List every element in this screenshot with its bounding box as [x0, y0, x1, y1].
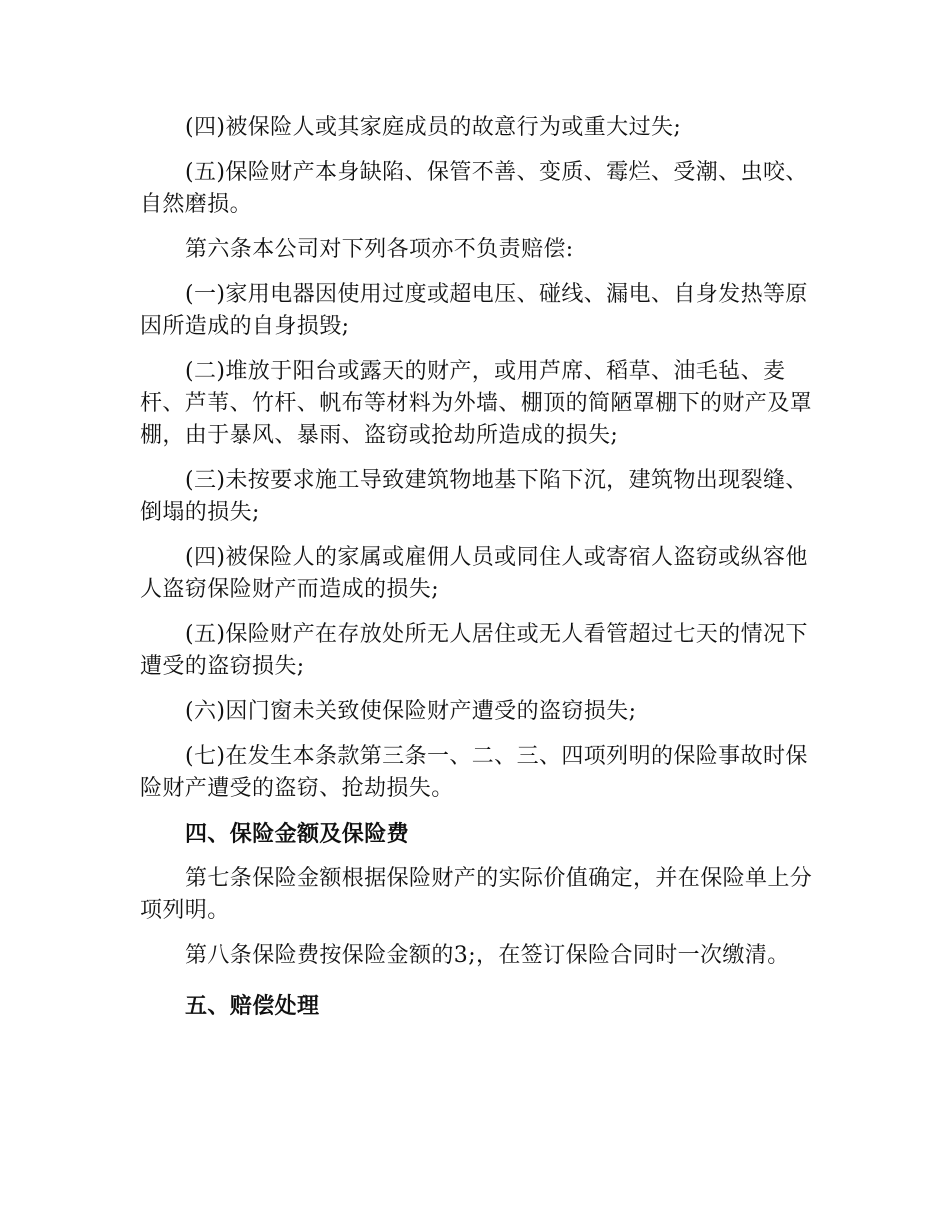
article-6-item-3: (三)未按要求施工导致建筑物地基下陷下沉，建筑物出现裂缝、倒塌的损失;: [140, 468, 808, 525]
section-5-heading: 五、赔偿处理: [185, 993, 320, 1019]
clause-4-intentional-act: (四)被保险人或其家庭成员的故意行为或重大过失;: [185, 115, 682, 140]
article-7: 第七条保险金额根据保险财产的实际价值确定，并在保险单上分项列明。: [140, 866, 813, 923]
clause-5-property-defect: (五)保险财产本身缺陷、保管不善、变质、霉烂、受潮、虫咬、自然磨损。: [140, 160, 808, 217]
article-6-item-2: (二)堆放于阳台或露天的财产，或用芦席、稻草、油毛毡、麦杆、芦苇、竹杆、帆布等材料为外墙、棚顶的简陋罩棚下的财产及罩棚，由于暴风、暴雨、盗窃或抢劫所造成的损失;: [140, 359, 813, 448]
article-6-intro: 第六条本公司对下列各项亦不负责赔偿:: [185, 237, 574, 262]
document-page: [140, 112, 820, 1035]
article-6-item-1: (一)家用电器因使用过度或超电压、碰线、漏电、自身发热等原因所造成的自身损毁;: [140, 282, 808, 339]
article-8: 第八条保险费按保险金额的3;，在签订保险合同时一次缴清。: [185, 943, 790, 968]
section-4-heading: 四、保险金额及保险费: [185, 821, 410, 847]
article-6-item-7: (七)在发生本条款第三条一、二、三、四项列明的保险事故时保险财产遭受的盗窃、抢劫损失。: [140, 744, 808, 801]
article-6-item-5: (五)保险财产在存放处所无人居住或无人看管超过七天的情况下遭受的盗窃损失;: [140, 622, 808, 679]
article-6-item-6: (六)因门窗未关致使保险财产遭受的盗窃损失;: [185, 699, 637, 724]
article-6-item-4: (四)被保险人的家属或雇佣人员或同住人或寄宿人盗窃或纵容他人盗窃保险财产而造成的损失;: [140, 545, 808, 602]
